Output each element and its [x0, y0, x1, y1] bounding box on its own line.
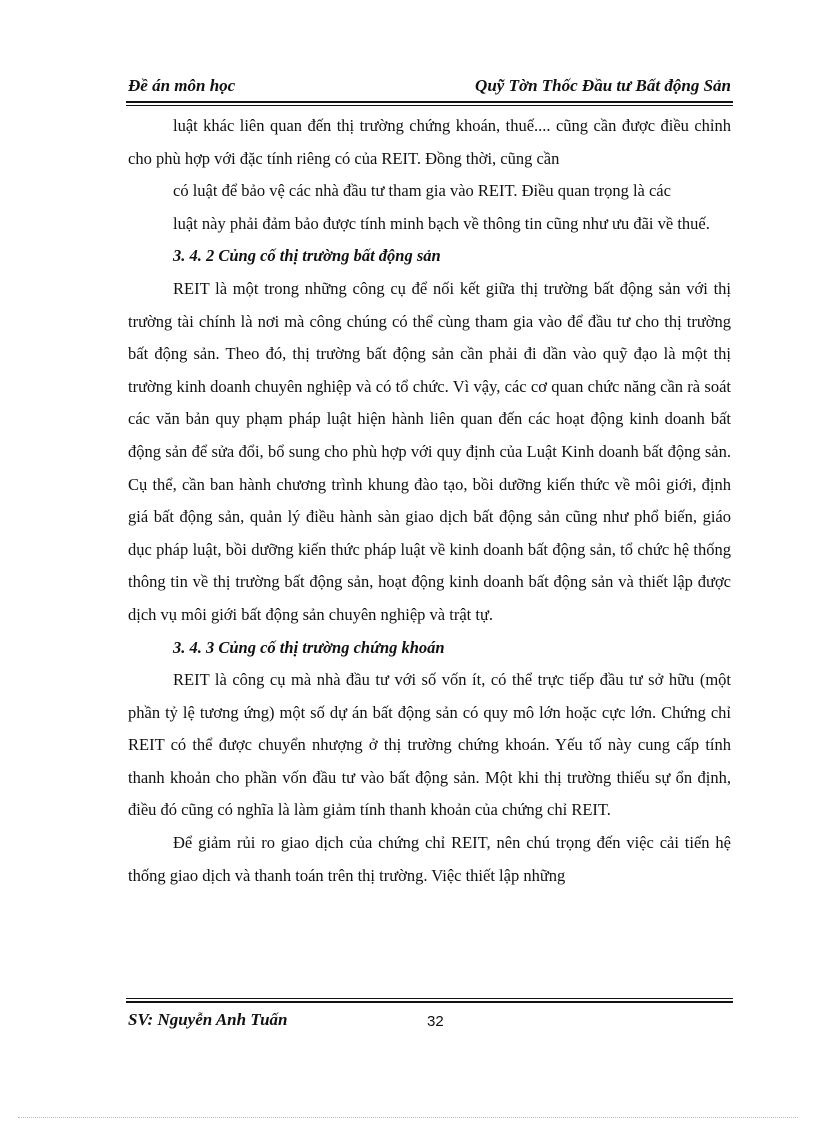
footer-rule-thin: [126, 998, 733, 999]
header-rule-thin: [126, 105, 733, 106]
page-bottom-edge: [18, 1117, 798, 1118]
section-heading: 3. 4. 3 Củng cố thị trường chứng khoán: [173, 637, 445, 657]
paragraph: Để giảm rủi ro giao dịch của chứng chỉ REIT, nên chú trọng đến việc cải tiến hệ thống giao dịch và thanh toán trên thị trường. Việc thiết lập những: [128, 833, 731, 885]
header-rule-thick: [126, 101, 733, 103]
paragraph: luật này phải đảm bảo được tính minh bạch về thông tin cũng như ưu đãi về thuế.: [173, 213, 710, 233]
section-heading: 3. 4. 2 Củng cố thị trường bất động sản: [173, 246, 441, 266]
paragraph: REIT là công cụ mà nhà đầu tư với số vốn ít, có thể trực tiếp đầu tư sở hữu (một phần tỷ lệ tương ứng) một số dự án bất động sản có quy mô lớn hoặc cực lớn. Chứng chỉ REIT có thể được chuyển nhượng ở thị trường chứng khoán. Yếu tố này cung cấp tính thanh khoản cho phần vốn đầu tư vào bất động sản. Một khi thị trường thiếu sự ổn định, điều đó cũng có nghĩa là làm giảm tính thanh khoản của chứng chỉ REIT.: [128, 670, 731, 820]
page-header: [126, 72, 733, 102]
paragraph: REIT là một trong những công cụ để nối kết giữa thị trường bất động sản với thị trường tài chính là nơi mà công chúng có thể cùng tham gia vào để đầu tư cho thị trường bất động sản. Theo đó, thị trường bất động sản cần phải đi dần vào quỹ đạo là một thị trường kinh doanh chuyên nghiệp và có tổ chức. Vì vậy, các cơ quan chức năng cần rà soát các văn bản quy phạm pháp luật hiện hành liên quan đến các hoạt động kinh doanh bất động sản để sửa đổi, bổ sung cho phù hợp với quy định của Luật Kinh doanh bất động sản. Cụ thể, cần ban hành chương trình khung đào tạo, bồi dưỡng kiến thức về môi giới, định giá bất động sản, quản lý điều hành sàn giao dịch bất động sản cũng như phổ biến, giáo dục pháp luật, bồi dưỡng kiến thức pháp luật về kinh doanh bất động sản, tổ chức hệ thống thông tin về thị trường bất động sản, hoạt động kinh doanh bất động sản và thiết lập được dịch vụ môi giới bất động sản chuyên nghiệp và trật tự.: [128, 278, 731, 624]
footer-student-name: SV: Nguyễn Anh Tuấn: [128, 1010, 288, 1029]
header-course-title: Đề án môn học: [128, 76, 236, 95]
paragraph: luật khác liên quan đến thị trường chứng khoán, thuế.... cũng cần được điều chỉnh cho phù hợp với đặc tính riêng có của REIT. Đồng thời, cũng cần: [128, 116, 731, 168]
page-number: 32: [427, 1013, 444, 1030]
paragraph: có luật để bảo vệ các nhà đầu tư tham gia vào REIT. Điều quan trọng là các: [173, 181, 671, 201]
footer-rule-thick: [126, 1001, 733, 1003]
header-document-title: Quỹ Tờn Thốc Đầu tư Bất động Sản: [475, 76, 731, 95]
document-body: [128, 110, 731, 892]
